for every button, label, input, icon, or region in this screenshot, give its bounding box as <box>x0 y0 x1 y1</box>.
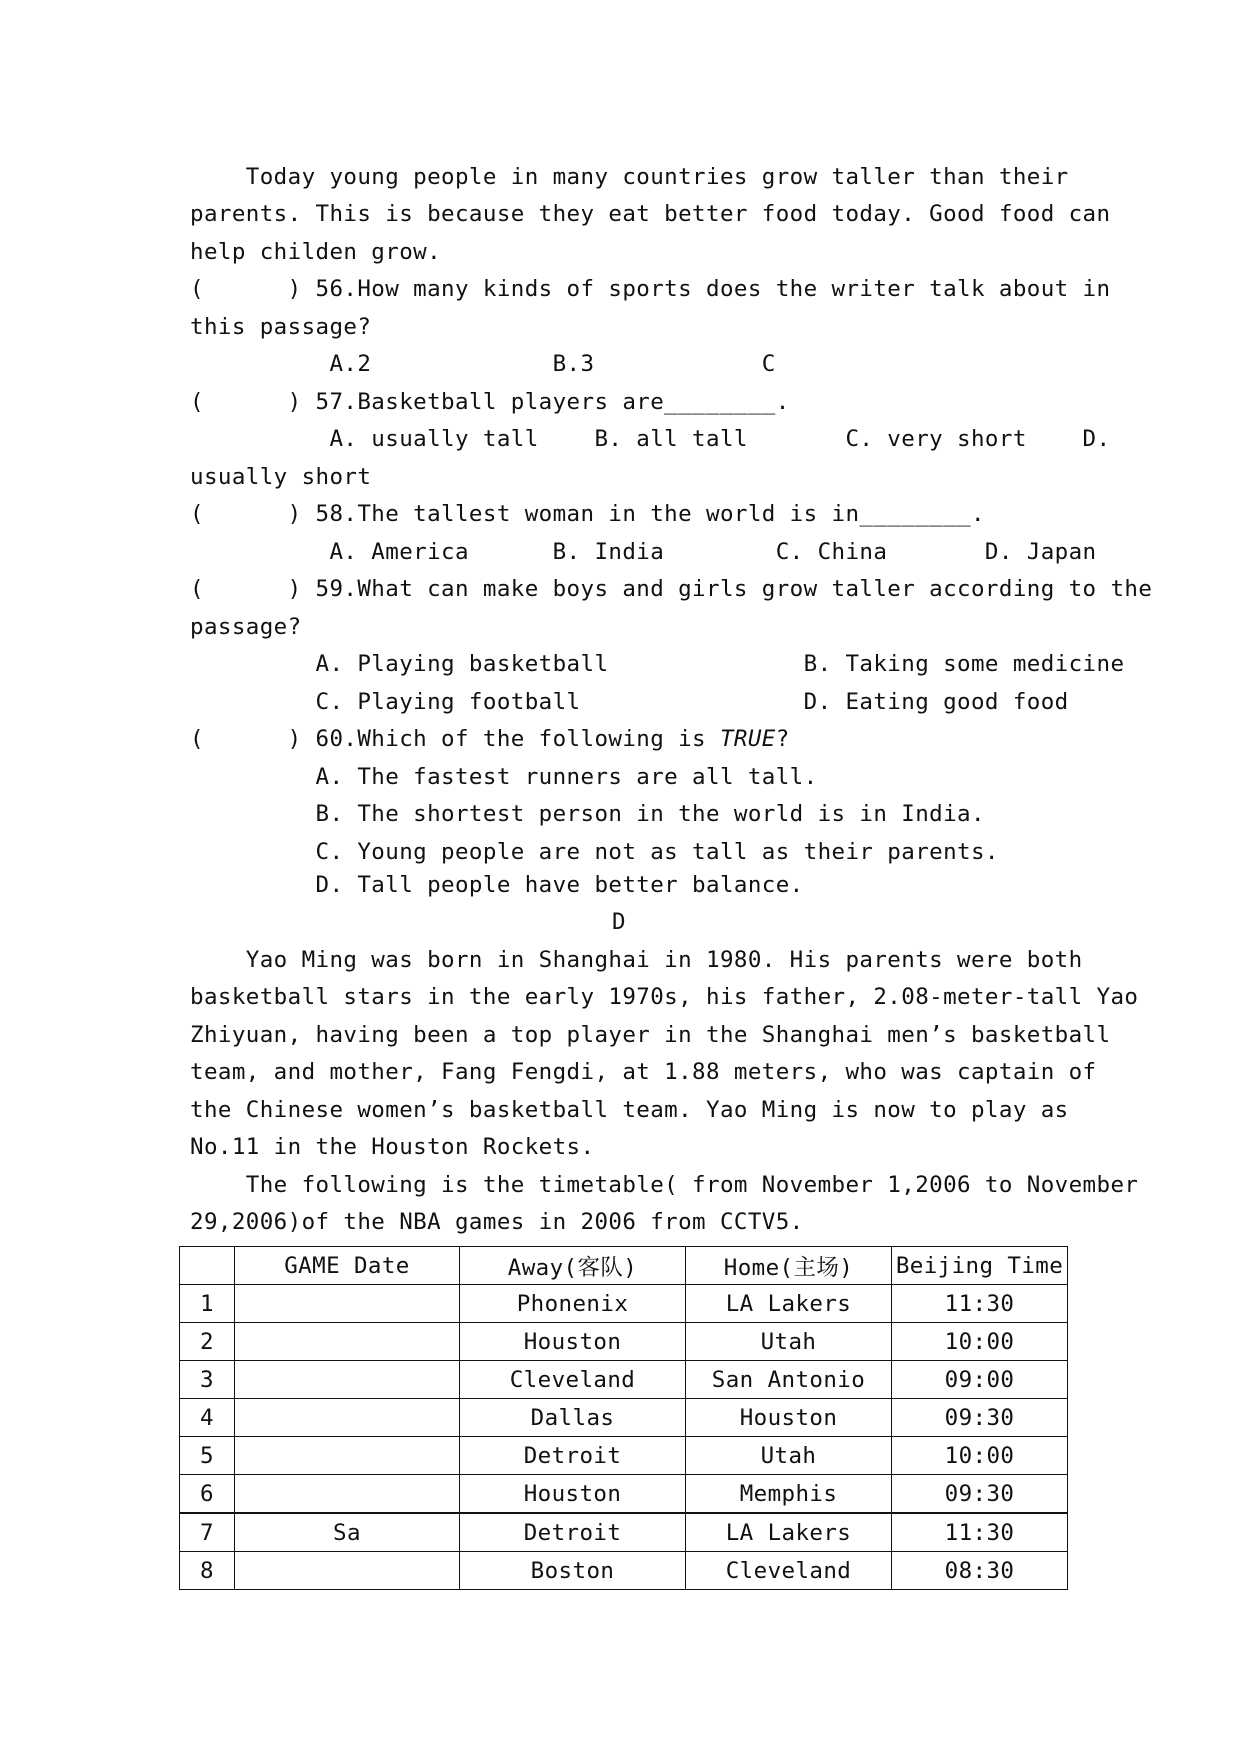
time-cell: 10:00 <box>892 1437 1068 1475</box>
question-60-stem-text: ( ) 60.Which of the following is <box>190 726 720 752</box>
paragraph-line: team, and mother, Fang Fengdi, at 1.88 meters, who was captain of <box>190 1059 1097 1085</box>
section-heading: D <box>612 909 626 935</box>
table-row <box>180 1323 1068 1361</box>
row-index: 1 <box>180 1285 235 1323</box>
table-row <box>180 1475 1068 1514</box>
game-date-cell <box>235 1475 460 1514</box>
home-cell: Houston <box>686 1399 892 1437</box>
home-cell: Memphis <box>686 1475 892 1514</box>
passage-line: Today young people in many countries grow taller than their <box>190 164 1069 190</box>
away-cell: Houston <box>460 1323 686 1361</box>
table-row <box>180 1361 1068 1399</box>
question-60-option-c: C. Young people are not as tall as their parents. <box>190 839 999 865</box>
away-cell: Detroit <box>460 1437 686 1475</box>
table-row <box>180 1285 1068 1323</box>
question-57-stem: ( ) 57.Basketball players are________. <box>190 389 790 415</box>
question-58-stem: ( ) 58.The tallest woman in the world is in________. <box>190 501 985 527</box>
away-cell: Phonenix <box>460 1285 686 1323</box>
home-cell: Utah <box>686 1323 892 1361</box>
game-date-cell <box>235 1323 460 1361</box>
question-59-stem-cont: passage? <box>190 614 302 640</box>
question-56-options: A.2 B.3 C <box>190 351 776 377</box>
header-cell-beijing-time: Beijing Time <box>892 1247 1068 1285</box>
header-cell-away: Away(客队) <box>460 1247 686 1285</box>
row-index: 6 <box>180 1475 235 1514</box>
time-cell: 08:30 <box>892 1552 1068 1590</box>
paragraph-line: basketball stars in the early 1970s, his father, 2.08-meter-tall Yao <box>190 984 1139 1010</box>
paragraph-line: Zhiyuan, having been a top player in the Shanghai men’s basketball <box>190 1022 1111 1048</box>
header-cell-game-date: GAME Date <box>235 1247 460 1285</box>
home-cell: Utah <box>686 1437 892 1475</box>
table-header-row <box>180 1247 1068 1285</box>
game-date-cell <box>235 1361 460 1399</box>
question-59-stem: ( ) 59.What can make boys and girls grow taller according to the <box>190 576 1153 602</box>
question-57-options-cont: usually short <box>190 464 372 490</box>
passage-line: parents. This is because they eat better food today. Good food can <box>190 201 1111 227</box>
question-60-option-d: D. Tall people have better balance. <box>190 872 804 898</box>
game-date-cell <box>235 1552 460 1590</box>
question-56-stem-cont: this passage? <box>190 314 372 340</box>
passage-line: help childen grow. <box>190 239 442 265</box>
question-60-option-b: B. The shortest person in the world is in India. <box>190 801 985 827</box>
nba-timetable <box>179 1246 1068 1590</box>
home-cell: San Antonio <box>686 1361 892 1399</box>
question-59-options-ab: A. Playing basketball B. Taking some medicine <box>190 651 1125 677</box>
row-index: 8 <box>180 1552 235 1590</box>
row-index: 3 <box>180 1361 235 1399</box>
table-row <box>180 1399 1068 1437</box>
row-index: 4 <box>180 1399 235 1437</box>
paragraph-line: The following is the timetable( from November 1,2006 to November <box>190 1172 1139 1198</box>
question-58-options: A. America B. India C. China D. Japan <box>190 539 1097 565</box>
question-57-options: A. usually tall B. all tall C. very short D. <box>190 426 1111 452</box>
paragraph-line: No.11 in the Houston Rockets. <box>190 1134 595 1160</box>
time-cell: 09:30 <box>892 1475 1068 1514</box>
away-cell: Houston <box>460 1475 686 1514</box>
game-date-cell <box>235 1399 460 1437</box>
away-cell: Detroit <box>460 1513 686 1552</box>
game-date-cell: Sa <box>235 1513 460 1552</box>
time-cell: 11:30 <box>892 1285 1068 1323</box>
table-row <box>180 1437 1068 1475</box>
row-index: 2 <box>180 1323 235 1361</box>
paragraph-line: 29,2006)of the NBA games in 2006 from CCTV5. <box>190 1209 804 1235</box>
question-60-option-a: A. The fastest runners are all tall. <box>190 764 818 790</box>
question-60-emphasis: TRUE <box>719 726 776 752</box>
time-cell: 11:30 <box>892 1513 1068 1552</box>
game-date-cell <box>235 1285 460 1323</box>
question-59-options-cd: C. Playing football D. Eating good food <box>190 689 1069 715</box>
header-cell-home: Home(主场) <box>686 1247 892 1285</box>
table-row <box>180 1513 1068 1552</box>
header-cell-index <box>180 1247 235 1285</box>
question-56-stem: ( ) 56.How many kinds of sports does the writer talk about in <box>190 276 1111 302</box>
time-cell: 09:30 <box>892 1399 1068 1437</box>
paragraph-line: the Chinese women’s basketball team. Yao Ming is now to play as <box>190 1097 1069 1123</box>
table-row <box>180 1552 1068 1590</box>
home-cell: LA Lakers <box>686 1285 892 1323</box>
away-cell: Dallas <box>460 1399 686 1437</box>
question-60-stem-end: ? <box>775 726 790 752</box>
away-cell: Cleveland <box>460 1361 686 1399</box>
game-date-cell <box>235 1437 460 1475</box>
paragraph-line: Yao Ming was born in Shanghai in 1980. His parents were both <box>190 947 1083 973</box>
time-cell: 09:00 <box>892 1361 1068 1399</box>
away-cell: Boston <box>460 1552 686 1590</box>
row-index: 5 <box>180 1437 235 1475</box>
question-60-stem <box>190 724 790 754</box>
time-cell: 10:00 <box>892 1323 1068 1361</box>
home-cell: LA Lakers <box>686 1513 892 1552</box>
home-cell: Cleveland <box>686 1552 892 1590</box>
row-index: 7 <box>180 1513 235 1552</box>
